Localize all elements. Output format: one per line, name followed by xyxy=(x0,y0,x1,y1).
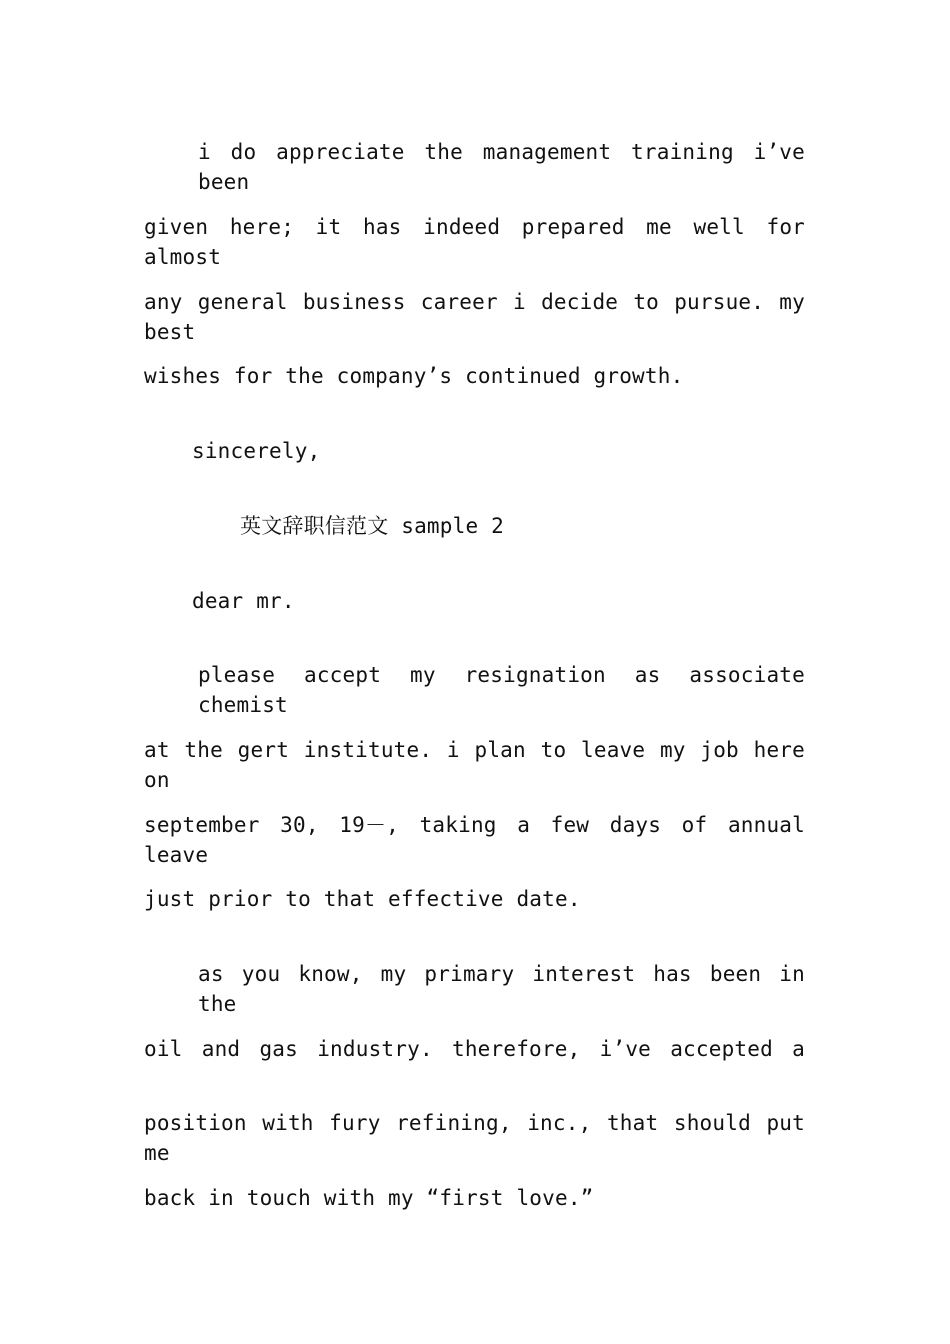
paragraph-3-line-1: as you know, my primary interest has been in the xyxy=(198,962,805,1016)
paragraph-2-line-1: please accept my resignation as associate chemist xyxy=(198,663,805,717)
paragraph-1-line-3: any general business career i decide to pursue. my best xyxy=(144,290,805,344)
section-heading xyxy=(240,511,901,541)
salutation: dear mr. xyxy=(192,589,295,613)
paragraph-2-line-2: at the gert institute. i plan to leave my job here on xyxy=(144,738,805,792)
paragraph-1-line-1: i do appreciate the management training i’ve been xyxy=(198,140,805,194)
paragraph-2-line-4: just prior to that effective date. xyxy=(144,887,581,911)
paragraph-2-line-3: september 30, 19－, taking a few days of annual leave xyxy=(144,813,805,867)
paragraph-3-line-4: back in touch with my “first love.” xyxy=(144,1186,594,1210)
paragraph-1-line-2: given here; it has indeed prepared me well for almost xyxy=(144,215,805,269)
heading-latin-text: sample 2 xyxy=(388,514,504,538)
paragraph-3-line-3: position with fury refining, inc., that should put me xyxy=(144,1111,805,1165)
heading-cjk-text: 英文辞职信范文 xyxy=(240,514,389,538)
paragraph-3-line-2: oil and gas industry. therefore, i’ve accepted a xyxy=(144,1037,805,1061)
paragraph-1-line-4: wishes for the company’s continued growth. xyxy=(144,364,684,388)
closing-text: sincerely, xyxy=(192,439,321,463)
